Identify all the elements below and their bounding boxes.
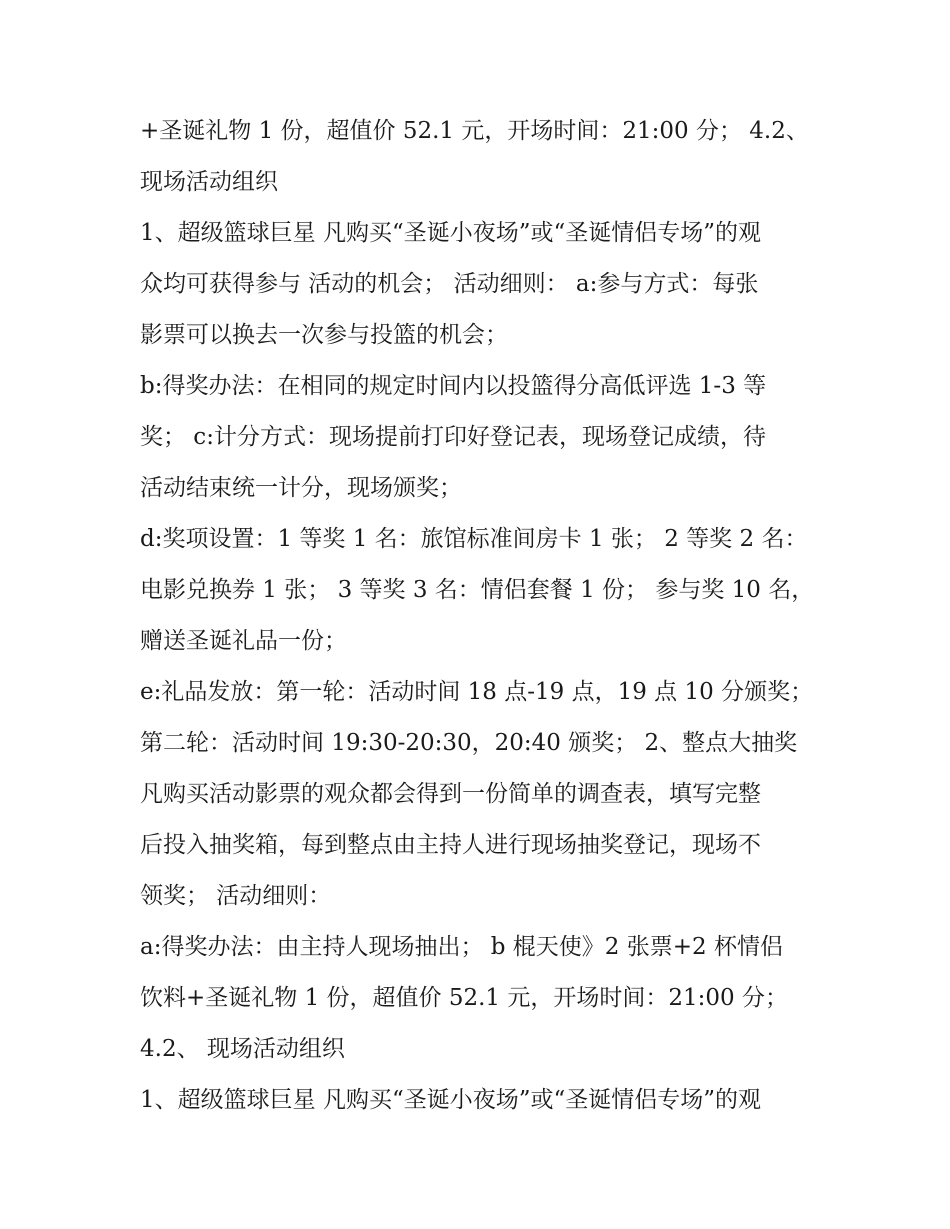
text-line: +圣诞礼物 1 份，超值价 52.1 元，开场时间：21:00 分； 4.2、	[140, 118, 809, 144]
text-line: 奖； c:计分方式：现场提前打印好登记表，现场登记成绩，待	[140, 424, 766, 450]
text-line: 1、超级篮球巨星 凡购买“圣诞小夜场”或“圣诞情侣专场”的观	[140, 220, 761, 246]
text-line: 领奖； 活动细则：	[140, 883, 332, 909]
text-line: 影票可以换去一次参与投篮的机会；	[140, 322, 508, 348]
text-line: 电影兑换券 1 张； 3 等奖 3 名：情侣套餐 1 份； 参与奖 10 名，	[140, 577, 815, 603]
text-line: e:礼品发放：第一轮：活动时间 18 点-19 点，19 点 10 分颁奖；	[140, 679, 814, 705]
document-body	[140, 106, 820, 1126]
text-line: 现场活动组织	[140, 169, 278, 195]
text-line: 1、超级篮球巨星 凡购买“圣诞小夜场”或“圣诞情侣专场”的观	[140, 1087, 761, 1113]
text-line: 凡购买活动影票的观众都会得到一份简单的调查表，填写完整	[140, 781, 761, 807]
text-line: b:得奖办法：在相同的规定时间内以投篮得分高低评选 1-3 等	[140, 373, 767, 399]
text-line: 活动结束统一计分，现场颁奖；	[140, 475, 462, 501]
text-line: 4.2、 现场活动组织	[140, 1036, 345, 1062]
text-line: 众均可获得参与 活动的机会； 活动细则： a:参与方式：每张	[140, 271, 759, 297]
text-line: 第二轮：活动时间 19:30-20:30，20:40 颁奖； 2、整点大抽奖	[140, 730, 798, 756]
text-line: 后投入抽奖箱，每到整点由主持人进行现场抽奖登记，现场不	[140, 832, 761, 858]
text-line: 赠送圣诞礼品一份；	[140, 628, 347, 654]
text-line: d:奖项设置：1 等奖 1 名：旅馆标准间房卡 1 张； 2 等奖 2 名：	[140, 526, 808, 552]
text-line: a:得奖办法：由主持人现场抽出； b 棍天使》2 张票+2 杯情侣	[140, 934, 783, 960]
text-line: 饮料+圣诞礼物 1 份，超值价 52.1 元，开场时间：21:00 分；	[140, 985, 788, 1011]
